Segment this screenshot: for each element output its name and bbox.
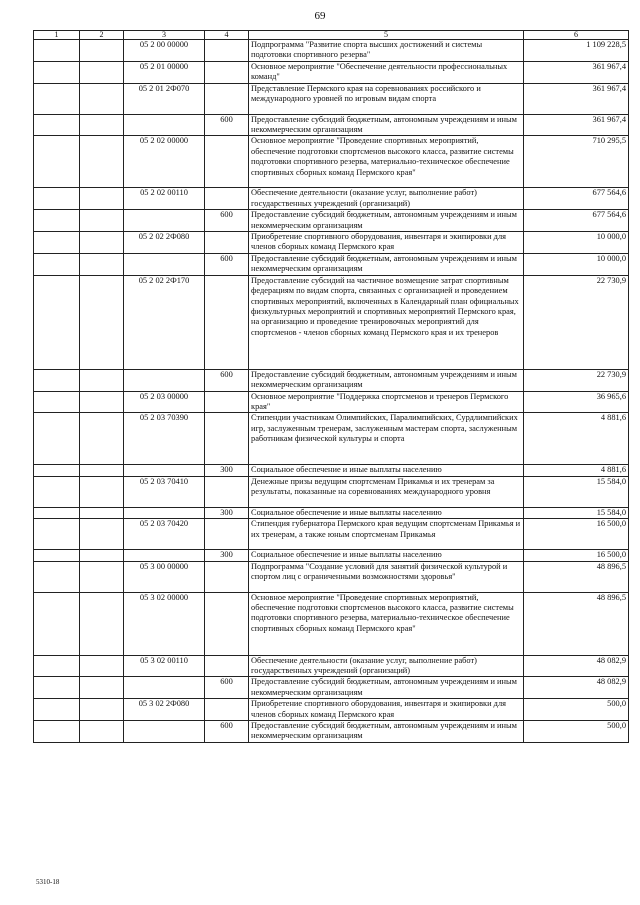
row-amount: 22 730,9 — [524, 369, 629, 391]
table-row — [34, 275, 629, 369]
empty-cell — [34, 413, 80, 465]
expense-type-code — [205, 391, 249, 413]
table-row — [34, 413, 629, 465]
empty-cell — [34, 188, 80, 210]
target-article-code — [124, 720, 205, 742]
expense-type-code — [205, 476, 249, 507]
row-name: Основное мероприятие "Поддержка спортсменов и тренеров Пермского края" — [249, 391, 524, 413]
empty-cell — [80, 253, 124, 275]
row-amount: 710 295,5 — [524, 136, 629, 188]
empty-cell — [80, 476, 124, 507]
row-name: Предоставление субсидий бюджетным, автономным учреждениям и иным некоммерческим организациям — [249, 369, 524, 391]
expense-type-code — [205, 699, 249, 721]
expense-type-code: 600 — [205, 114, 249, 136]
expense-type-code — [205, 136, 249, 188]
empty-cell — [80, 519, 124, 550]
empty-cell — [34, 720, 80, 742]
row-name: Стипендия губернатора Пермского края ведущим спортсменам Прикамья и их тренерам, а также юным спортсменам Прикамья — [249, 519, 524, 550]
table-row — [34, 83, 629, 114]
table-body — [34, 40, 629, 743]
row-amount: 1 109 228,5 — [524, 40, 629, 62]
target-article-code: 05 2 02 00000 — [124, 136, 205, 188]
empty-cell — [80, 550, 124, 561]
row-amount: 48 896,5 — [524, 561, 629, 592]
row-amount: 361 967,4 — [524, 61, 629, 83]
empty-cell — [80, 699, 124, 721]
target-article-code — [124, 253, 205, 275]
expense-type-code: 600 — [205, 677, 249, 699]
empty-cell — [34, 232, 80, 254]
empty-cell — [34, 592, 80, 655]
column-number: 3 — [124, 31, 205, 40]
table-row — [34, 40, 629, 62]
empty-cell — [80, 275, 124, 369]
target-article-code — [124, 369, 205, 391]
table-row — [34, 507, 629, 518]
empty-cell — [80, 188, 124, 210]
empty-cell — [80, 655, 124, 677]
row-name: Обеспечение деятельности (оказание услуг, выполнение работ) государственных учреждений (организаций) — [249, 655, 524, 677]
empty-cell — [34, 507, 80, 518]
target-article-code: 05 2 02 2Ф080 — [124, 232, 205, 254]
expense-type-code: 600 — [205, 369, 249, 391]
table-row — [34, 253, 629, 275]
expense-type-code: 300 — [205, 465, 249, 476]
empty-cell — [80, 561, 124, 592]
empty-cell — [80, 232, 124, 254]
empty-cell — [34, 550, 80, 561]
row-name: Основное мероприятие "Проведение спортивных мероприятий, обеспечение подготовки спортсменов высокого класса, развитие системы подготовки спортивного резерва, материально-техническое обеспечение спортивных сборных команд Пермского края" — [249, 136, 524, 188]
table-row — [34, 232, 629, 254]
row-name: Приобретение спортивного оборудования, инвентаря и экипировки для членов сборных команд Пермского края — [249, 699, 524, 721]
table-row — [34, 465, 629, 476]
row-amount: 361 967,4 — [524, 83, 629, 114]
table-row — [34, 391, 629, 413]
row-amount: 677 564,6 — [524, 210, 629, 232]
expense-type-code — [205, 592, 249, 655]
empty-cell — [34, 476, 80, 507]
row-name: Стипендии участникам Олимпийских, Паралимпийских, Сурдлимпийских игр, заслуженным тренерам, заслуженным мастерам спорта, заслуженным работникам физической культуры и спорта — [249, 413, 524, 465]
row-name: Предоставление субсидий бюджетным, автономным учреждениям и иным некоммерческим организациям — [249, 677, 524, 699]
row-amount: 48 082,9 — [524, 677, 629, 699]
empty-cell — [34, 391, 80, 413]
row-name: Подпрограмма "Развитие спорта высших достижений и системы подготовки спортивного резерва" — [249, 40, 524, 62]
empty-cell — [34, 83, 80, 114]
expense-type-code — [205, 655, 249, 677]
expense-type-code — [205, 413, 249, 465]
target-article-code: 05 2 03 70420 — [124, 519, 205, 550]
target-article-code — [124, 550, 205, 561]
empty-cell — [80, 369, 124, 391]
target-article-code: 05 2 02 2Ф170 — [124, 275, 205, 369]
row-name: Подпрограмма "Создание условий для занятий физической культурой и спортом лиц с ограниченными возможностями здоровья" — [249, 561, 524, 592]
empty-cell — [80, 40, 124, 62]
row-name: Денежные призы ведущим спортсменам Прикамья и их тренерам за результаты, показанные на соревнованиях международного уровня — [249, 476, 524, 507]
empty-cell — [34, 40, 80, 62]
table-row — [34, 136, 629, 188]
empty-cell — [80, 210, 124, 232]
row-name: Предоставление субсидий бюджетным, автономным учреждениям и иным некоммерческим организациям — [249, 253, 524, 275]
empty-cell — [80, 677, 124, 699]
table-row — [34, 210, 629, 232]
row-name: Предоставление субсидий бюджетным, автономным учреждениям и иным некоммерческим организациям — [249, 114, 524, 136]
expense-type-code — [205, 61, 249, 83]
empty-cell — [80, 465, 124, 476]
target-article-code — [124, 465, 205, 476]
table-row — [34, 369, 629, 391]
empty-cell — [80, 592, 124, 655]
target-article-code — [124, 210, 205, 232]
row-name: Обеспечение деятельности (оказание услуг, выполнение работ) государственных учреждений (организаций) — [249, 188, 524, 210]
row-amount: 36 965,6 — [524, 391, 629, 413]
empty-cell — [80, 413, 124, 465]
target-article-code: 05 2 01 00000 — [124, 61, 205, 83]
expense-type-code: 600 — [205, 253, 249, 275]
target-article-code: 05 2 03 70410 — [124, 476, 205, 507]
expense-type-code: 600 — [205, 720, 249, 742]
target-article-code — [124, 677, 205, 699]
empty-cell — [34, 561, 80, 592]
expense-type-code — [205, 561, 249, 592]
target-article-code: 05 3 02 2Ф080 — [124, 699, 205, 721]
expense-type-code: 300 — [205, 507, 249, 518]
expense-type-code — [205, 275, 249, 369]
target-article-code: 05 2 02 00110 — [124, 188, 205, 210]
table-row — [34, 114, 629, 136]
budget-table — [33, 30, 629, 743]
column-number: 1 — [34, 31, 80, 40]
empty-cell — [34, 465, 80, 476]
target-article-code: 05 2 03 00000 — [124, 391, 205, 413]
row-amount: 4 881,6 — [524, 465, 629, 476]
table-row — [34, 61, 629, 83]
expense-type-code — [205, 232, 249, 254]
expense-type-code — [205, 188, 249, 210]
row-name: Представление Пермского края на соревнованиях российского и международного уровней по игровым видам спорта — [249, 83, 524, 114]
row-amount: 15 584,0 — [524, 476, 629, 507]
expense-type-code — [205, 40, 249, 62]
row-amount: 48 082,9 — [524, 655, 629, 677]
target-article-code: 05 3 00 00000 — [124, 561, 205, 592]
empty-cell — [34, 519, 80, 550]
empty-cell — [80, 136, 124, 188]
row-amount: 4 881,6 — [524, 413, 629, 465]
empty-cell — [80, 391, 124, 413]
empty-cell — [34, 369, 80, 391]
empty-cell — [80, 83, 124, 114]
row-amount: 10 000,0 — [524, 253, 629, 275]
target-article-code: 05 3 02 00110 — [124, 655, 205, 677]
row-name: Социальное обеспечение и иные выплаты населению — [249, 465, 524, 476]
column-number-row — [34, 31, 629, 40]
row-amount: 22 730,9 — [524, 275, 629, 369]
column-number: 2 — [80, 31, 124, 40]
table-row — [34, 720, 629, 742]
expense-type-code — [205, 83, 249, 114]
row-amount: 15 584,0 — [524, 507, 629, 518]
table-row — [34, 655, 629, 677]
expense-type-code — [205, 519, 249, 550]
target-article-code: 05 2 01 2Ф070 — [124, 83, 205, 114]
page-number: 69 — [314, 10, 326, 22]
row-name: Предоставление субсидий бюджетным, автономным учреждениям и иным некоммерческим организациям — [249, 720, 524, 742]
column-number: 5 — [249, 31, 524, 40]
empty-cell — [80, 61, 124, 83]
table-row — [34, 476, 629, 507]
row-amount: 10 000,0 — [524, 232, 629, 254]
row-amount: 48 896,5 — [524, 592, 629, 655]
target-article-code: 05 3 02 00000 — [124, 592, 205, 655]
target-article-code: 05 2 03 70390 — [124, 413, 205, 465]
empty-cell — [34, 61, 80, 83]
row-amount: 361 967,4 — [524, 114, 629, 136]
table-row — [34, 592, 629, 655]
row-amount: 16 500,0 — [524, 550, 629, 561]
column-number: 6 — [524, 31, 629, 40]
row-name: Приобретение спортивного оборудования, инвентаря и экипировки для членов сборных команд Пермского края — [249, 232, 524, 254]
empty-cell — [80, 720, 124, 742]
target-article-code: 05 2 00 00000 — [124, 40, 205, 62]
row-name: Социальное обеспечение и иные выплаты населению — [249, 507, 524, 518]
table-row — [34, 699, 629, 721]
row-name: Предоставление субсидий бюджетным, автономным учреждениям и иным некоммерческим организациям — [249, 210, 524, 232]
row-amount: 500,0 — [524, 699, 629, 721]
target-article-code — [124, 114, 205, 136]
empty-cell — [34, 210, 80, 232]
table-row — [34, 561, 629, 592]
empty-cell — [34, 114, 80, 136]
row-name: Предоставление субсидий на частичное возмещение затрат спортивным федерациям по видам спорта, связанных с организацией и проведением спортивных мероприятий, включенных в Календарный план официальных физкультурных мероприятий и спортивных мероприятий Пермского края, на организацию и проведение тренировочных мероприятий для спортсменов - членов сборных команд Пермского края и их тренеров — [249, 275, 524, 369]
table-row — [34, 188, 629, 210]
target-article-code — [124, 507, 205, 518]
empty-cell — [34, 253, 80, 275]
empty-cell — [34, 699, 80, 721]
empty-cell — [80, 114, 124, 136]
footer-code: 5310-18 — [36, 878, 60, 886]
row-amount: 677 564,6 — [524, 188, 629, 210]
row-name: Основное мероприятие "Проведение спортивных мероприятий, обеспечение подготовки спортсменов высокого класса, развитие системы подготовки спортивного резерва, материально-техническое обеспечение спортивных сборных команд Пермского края" — [249, 592, 524, 655]
row-amount: 16 500,0 — [524, 519, 629, 550]
expense-type-code: 300 — [205, 550, 249, 561]
empty-cell — [34, 677, 80, 699]
empty-cell — [34, 655, 80, 677]
column-number: 4 — [205, 31, 249, 40]
table-row — [34, 550, 629, 561]
row-name: Основное мероприятие "Обеспечение деятельности профессиональных команд" — [249, 61, 524, 83]
row-amount: 500,0 — [524, 720, 629, 742]
expense-type-code: 600 — [205, 210, 249, 232]
row-name: Социальное обеспечение и иные выплаты населению — [249, 550, 524, 561]
table-row — [34, 519, 629, 550]
table-row — [34, 677, 629, 699]
empty-cell — [34, 275, 80, 369]
empty-cell — [34, 136, 80, 188]
empty-cell — [80, 507, 124, 518]
